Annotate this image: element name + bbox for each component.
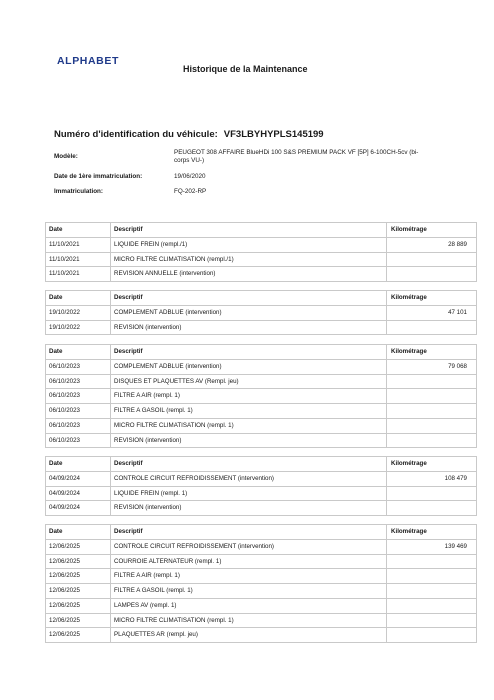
kilometrage-cell <box>387 569 477 584</box>
descriptif-cell: CONTROLE CIRCUIT REFROIDISSEMENT (intervention) <box>111 472 387 487</box>
kilometrage-column-header: Kilométrage <box>387 345 477 360</box>
date-cell: 06/10/2023 <box>46 418 111 433</box>
date-cell: 04/09/2024 <box>46 486 111 501</box>
descriptif-cell: REVISION (intervention) <box>111 501 387 516</box>
date-cell: 06/10/2023 <box>46 389 111 404</box>
kilometrage-column-header: Kilométrage <box>387 291 477 306</box>
date-cell: 12/06/2025 <box>46 540 111 555</box>
table-row <box>46 486 477 501</box>
table-row <box>46 472 477 487</box>
table-row <box>46 628 477 643</box>
descriptif-cell: FILTRE A GASOIL (rempl. 1) <box>111 584 387 599</box>
date-cell: 19/10/2022 <box>46 320 111 335</box>
descriptif-cell: COURROIE ALTERNATEUR (rempl. 1) <box>111 554 387 569</box>
maintenance-table <box>45 344 477 448</box>
kilometrage-cell <box>387 374 477 389</box>
first-registration-value: 19/06/2020 <box>174 173 206 180</box>
date-column-header: Date <box>46 457 111 472</box>
descriptif-cell: MICRO FILTRE CLIMATISATION (rempl. 1) <box>111 418 387 433</box>
date-cell: 12/06/2025 <box>46 569 111 584</box>
kilometrage-cell <box>387 613 477 628</box>
table-row <box>46 613 477 628</box>
table-row <box>46 306 477 321</box>
kilometrage-cell <box>387 598 477 613</box>
table-row <box>46 267 477 282</box>
descriptif-cell: LAMPES AV (rempl. 1) <box>111 598 387 613</box>
descriptif-column-header: Descriptif <box>111 291 387 306</box>
kilometrage-column-header: Kilométrage <box>387 457 477 472</box>
kilometrage-cell <box>387 501 477 516</box>
table-row <box>46 501 477 516</box>
descriptif-column-header: Descriptif <box>111 223 387 238</box>
descriptif-cell: PLAQUETTES AR (rempl. jeu) <box>111 628 387 643</box>
date-cell: 19/10/2022 <box>46 306 111 321</box>
date-column-header: Date <box>46 223 111 238</box>
table-row <box>46 418 477 433</box>
table-row <box>46 584 477 599</box>
descriptif-cell: MICRO FILTRE CLIMATISATION (rempl./1) <box>111 252 387 267</box>
descriptif-cell: MICRO FILTRE CLIMATISATION (rempl. 1) <box>111 613 387 628</box>
date-cell: 12/06/2025 <box>46 598 111 613</box>
table-row <box>46 598 477 613</box>
date-cell: 11/10/2021 <box>46 238 111 253</box>
table-row <box>46 404 477 419</box>
date-cell: 12/06/2025 <box>46 628 111 643</box>
table-header-row <box>46 525 477 540</box>
table-header-row <box>46 457 477 472</box>
table-row <box>46 554 477 569</box>
vin-label: Numéro d'identification du véhicule: <box>54 129 218 140</box>
table-header-row <box>46 291 477 306</box>
date-cell: 12/06/2025 <box>46 613 111 628</box>
table-row <box>46 238 477 253</box>
date-cell: 12/06/2025 <box>46 554 111 569</box>
kilometrage-cell <box>387 418 477 433</box>
table-header-row <box>46 345 477 360</box>
table-row <box>46 360 477 375</box>
table-row <box>46 374 477 389</box>
descriptif-cell: FILTRE A AIR (rempl. 1) <box>111 569 387 584</box>
first-registration-label: Date de 1ère immatriculation: <box>54 173 143 180</box>
date-cell: 11/10/2021 <box>46 252 111 267</box>
plate-label: Immatriculation: <box>54 188 103 195</box>
descriptif-cell: DISQUES ET PLAQUETTES AV (Rempl. jeu) <box>111 374 387 389</box>
date-column-header: Date <box>46 291 111 306</box>
kilometrage-cell: 79 068 <box>387 360 477 375</box>
date-cell: 06/10/2023 <box>46 360 111 375</box>
maintenance-table <box>45 456 477 516</box>
kilometrage-cell: 139 469 <box>387 540 477 555</box>
date-cell: 12/06/2025 <box>46 584 111 599</box>
maintenance-table <box>45 290 477 335</box>
descriptif-column-header: Descriptif <box>111 345 387 360</box>
descriptif-cell: FILTRE A AIR (rempl. 1) <box>111 389 387 404</box>
descriptif-cell: CONTROLE CIRCUIT REFROIDISSEMENT (intervention) <box>111 540 387 555</box>
table-row <box>46 252 477 267</box>
descriptif-column-header: Descriptif <box>111 525 387 540</box>
kilometrage-cell <box>387 320 477 335</box>
kilometrage-cell <box>387 584 477 599</box>
descriptif-cell: REVISION (intervention) <box>111 433 387 448</box>
descriptif-cell: LIQUIDE FREIN (rempl./1) <box>111 238 387 253</box>
descriptif-cell: COMPLEMENT ADBLUE (intervention) <box>111 360 387 375</box>
kilometrage-cell: 28 889 <box>387 238 477 253</box>
table-row <box>46 569 477 584</box>
date-column-header: Date <box>46 525 111 540</box>
table-row <box>46 540 477 555</box>
descriptif-cell: FILTRE A GASOIL (rempl. 1) <box>111 404 387 419</box>
kilometrage-cell <box>387 252 477 267</box>
table-header-row <box>46 223 477 238</box>
kilometrage-cell <box>387 433 477 448</box>
kilometrage-column-header: Kilométrage <box>387 525 477 540</box>
descriptif-cell: REVISION ANNUELLE (intervention) <box>111 267 387 282</box>
date-column-header: Date <box>46 345 111 360</box>
document-title: Historique de la Maintenance <box>183 64 308 74</box>
model-label: Modèle: <box>54 153 78 160</box>
vin-value: VF3LBYHYPLS145199 <box>223 129 324 140</box>
descriptif-cell: COMPLEMENT ADBLUE (intervention) <box>111 306 387 321</box>
table-row <box>46 389 477 404</box>
maintenance-table <box>45 524 477 643</box>
kilometrage-cell: 47 101 <box>387 306 477 321</box>
kilometrage-column-header: Kilométrage <box>387 223 477 238</box>
date-cell: 06/10/2023 <box>46 374 111 389</box>
descriptif-cell: LIQUIDE FREIN (rempl. 1) <box>111 486 387 501</box>
table-row <box>46 320 477 335</box>
date-cell: 06/10/2023 <box>46 433 111 448</box>
date-cell: 06/10/2023 <box>46 404 111 419</box>
company-logo: ALPHABET <box>57 55 119 67</box>
descriptif-column-header: Descriptif <box>111 457 387 472</box>
kilometrage-cell <box>387 628 477 643</box>
plate-value: FQ-202-RP <box>174 188 207 195</box>
kilometrage-cell <box>387 486 477 501</box>
model-value: PEUGEOT 308 AFFAIRE BlueHDi 100 S&S PREMIUM PACK VF [5P] 6-100CH-5cv (bi-corps VU-) <box>174 149 419 164</box>
kilometrage-cell <box>387 554 477 569</box>
date-cell: 04/09/2024 <box>46 472 111 487</box>
vin-line <box>54 129 324 140</box>
kilometrage-cell <box>387 389 477 404</box>
kilometrage-cell: 108 479 <box>387 472 477 487</box>
table-row <box>46 433 477 448</box>
date-cell: 11/10/2021 <box>46 267 111 282</box>
descriptif-cell: REVISION (intervention) <box>111 320 387 335</box>
kilometrage-cell <box>387 267 477 282</box>
kilometrage-cell <box>387 404 477 419</box>
date-cell: 04/09/2024 <box>46 501 111 516</box>
maintenance-table <box>45 222 477 282</box>
